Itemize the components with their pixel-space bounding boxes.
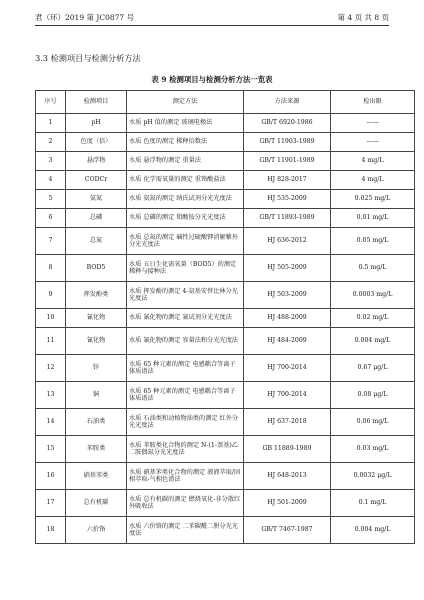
cell-method: 水质 氰化物的测定 氰试剂分光光度法 [127,309,244,328]
cell-method: 水质 苯胺类化合物的测定 N-(1-萘基)乙二胺偶氮分光光度法 [127,436,244,463]
cell-method: 水质 色度的测定 稀释倍数法 [127,133,244,152]
cell-method: 水质 65 种元素的测定 电感耦合等离子体质谱法 [127,355,244,382]
cell-source: HJ 484-2009 [244,328,331,355]
cell-limit: 0.01 mg/L [331,209,415,228]
table-header-row [36,91,415,114]
cell-item: BOD5 [66,255,127,282]
cell-source: GB/T 11901-1989 [244,152,331,171]
cell-item: 挥发酚类 [66,282,127,309]
table-body [36,114,415,544]
table-row [36,328,415,355]
cell-method: 水质 总氮的测定 碱性过硫酸钾消解紫外分光光度法 [127,228,244,255]
cell-no: 3 [36,152,66,171]
cell-source: HJ 648-2013 [244,463,331,490]
cell-source: HJ 488-2009 [244,309,331,328]
table-row [36,282,415,309]
cell-source: GB 11889-1989 [244,436,331,463]
cell-limit: —— [331,133,415,152]
cell-method: 水质 挥发酚的测定 4-氨基安替比林分光光度法 [127,282,244,309]
cell-no: 10 [36,309,66,328]
table-row [36,209,415,228]
cell-item: 氨氮 [66,190,127,209]
report-number: 君（环）2019 第 JC0877 号 [35,12,135,22]
cell-limit: 0.67 μg/L [331,355,415,382]
cell-item: 氰化物 [66,309,127,328]
cell-source: GB/T 11903-1989 [244,133,331,152]
page-number: 第 4 页 共 8 页 [337,12,389,22]
cell-no: 14 [36,409,66,436]
cell-item: 氰化物 [66,328,127,355]
cell-method: 水质 总有机碳的测定 燃烧氧化-非分散红外吸收法 [127,490,244,517]
cell-no: 7 [36,228,66,255]
cell-limit: 4 mg/L [331,152,415,171]
cell-method: 水质 六价铬的测定 二苯碳酰二肼分光光度法 [127,517,244,544]
table-row [36,409,415,436]
cell-source: HJ 535-2009 [244,190,331,209]
section-title: 3.3 检测项目与检测分析方法 [35,53,141,63]
column-header-method: 测定方法 [127,91,244,114]
cell-method: 水质 总磷的测定 钼酸铵分光光度法 [127,209,244,228]
cell-method: 水质 五日生化需氧量（BOD5）的测定 稀释与接种法 [127,255,244,282]
table-row [36,114,415,133]
table-title: 表 9 检测项目与检测分析方法一览表 [151,75,273,84]
cell-no: 5 [36,190,66,209]
cell-limit: 0.5 mg/L [331,255,415,282]
cell-source: HJ 637-2018 [244,409,331,436]
table-row [36,190,415,209]
cell-no: 16 [36,463,66,490]
cell-limit: 0.1 mg/L [331,490,415,517]
cell-no: 13 [36,382,66,409]
cell-source: GB/T 11893-1989 [244,209,331,228]
cell-limit: 0.004 mg/L [331,517,415,544]
column-header-no: 序号 [36,91,66,114]
cell-limit: 4 mg/L [331,171,415,190]
table-row [36,382,415,409]
cell-source: HJ 501-2009 [244,490,331,517]
cell-no: 2 [36,133,66,152]
cell-source: HJ 503-2009 [244,282,331,309]
cell-method: 水质 氰化物的测定 容量法和分光光度法 [127,328,244,355]
cell-limit: 0.004 mg/L [331,328,415,355]
cell-no: 9 [36,282,66,309]
table-row [36,228,415,255]
page-header [35,10,389,24]
cell-no: 18 [36,517,66,544]
cell-no: 17 [36,490,66,517]
column-header-item: 检测项目 [66,91,127,114]
cell-item: 硝基苯类 [66,463,127,490]
cell-item: 色度（倍） [66,133,127,152]
table-row [36,152,415,171]
column-header-source: 方法来源 [244,91,331,114]
cell-limit: 0.08 μg/L [331,382,415,409]
table-row [36,309,415,328]
cell-item: 总磷 [66,209,127,228]
cell-limit: —— [331,114,415,133]
cell-item: 六价铬 [66,517,127,544]
cell-no: 1 [36,114,66,133]
cell-item: 悬浮物 [66,152,127,171]
table-row [36,517,415,544]
cell-item: 石油类 [66,409,127,436]
cell-source: HJ 505-2009 [244,255,331,282]
table-row [36,255,415,282]
cell-item: 苯胺类 [66,436,127,463]
cell-method: 水质 pH 值的测定 玻璃电极法 [127,114,244,133]
cell-limit: 0.03 mg/L [331,436,415,463]
table-row [36,436,415,463]
cell-source: GB/T 7467-1987 [244,517,331,544]
cell-no: 6 [36,209,66,228]
cell-limit: 0.0032 μg/L [331,463,415,490]
cell-source: HJ 700-2014 [244,382,331,409]
cell-source: HJ 700-2014 [244,355,331,382]
cell-no: 4 [36,171,66,190]
cell-source: HJ 828-2017 [244,171,331,190]
cell-item: 锌 [66,355,127,382]
cell-no: 12 [36,355,66,382]
cell-limit: 0.0003 mg/L [331,282,415,309]
table-row [36,171,415,190]
cell-no: 15 [36,436,66,463]
cell-item: 铜 [66,382,127,409]
cell-limit: 0.025 mg/L [331,190,415,209]
cell-method: 水质 硝基苯类化合物的测定 液液萃取/固相萃取-气相色谱法 [127,463,244,490]
cell-limit: 0.05 mg/L [331,228,415,255]
detection-methods-table [35,90,415,544]
table-row [36,490,415,517]
cell-item: 总有机碳 [66,490,127,517]
cell-source: GB/T 6920-1986 [244,114,331,133]
cell-source: HJ 636-2012 [244,228,331,255]
cell-method: 水质 氨氮的测定 纳氏试剂分光光度法 [127,190,244,209]
cell-limit: 0.02 mg/L [331,309,415,328]
cell-method: 水质 化学需氧量的测定 重铬酸盐法 [127,171,244,190]
cell-method: 水质 石油类和动植物油类的测定 红外分光光度法 [127,409,244,436]
table-row [36,463,415,490]
header-divider [35,25,389,26]
cell-method: 水质 65 种元素的测定 电感耦合等离子体质谱法 [127,382,244,409]
cell-item: 总氮 [66,228,127,255]
table-row [36,133,415,152]
cell-no: 8 [36,255,66,282]
table-row [36,355,415,382]
cell-item: CODCr [66,171,127,190]
column-header-limit: 检出限 [331,91,415,114]
cell-item: pH [66,114,127,133]
cell-method: 水质 悬浮物的测定 重量法 [127,152,244,171]
cell-limit: 0.06 mg/L [331,409,415,436]
cell-no: 11 [36,328,66,355]
